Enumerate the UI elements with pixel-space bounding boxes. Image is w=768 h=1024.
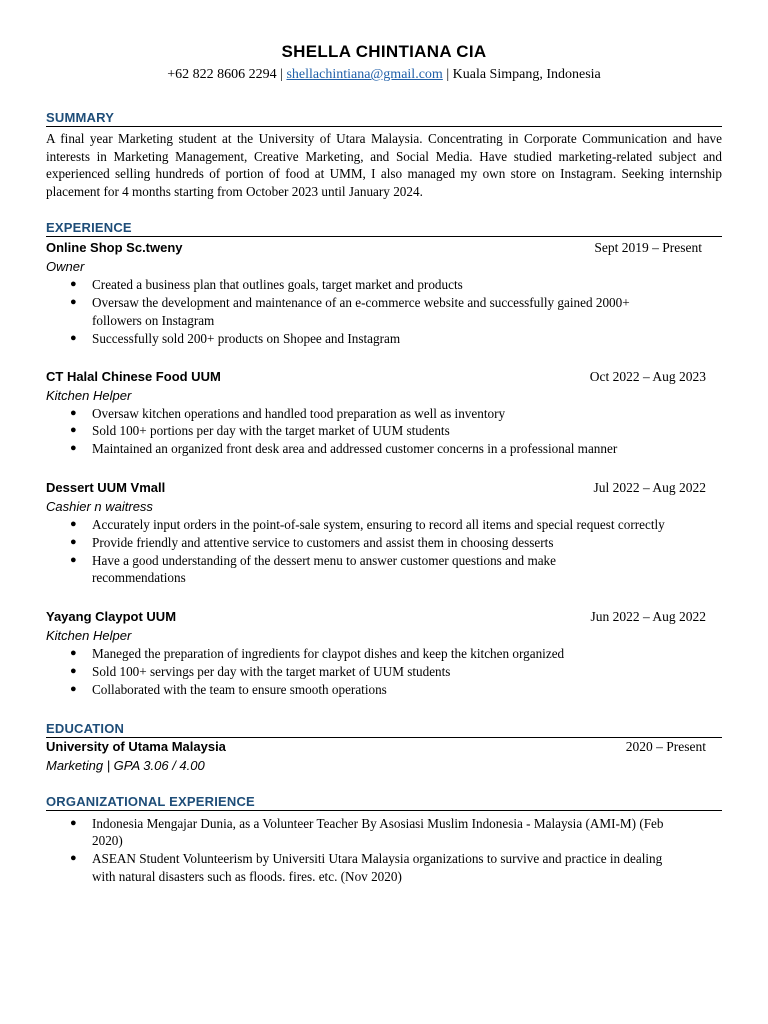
education-dates: 2020 – Present — [625, 738, 706, 754]
list-item: ● Provide friendly and attentive service to customers and assist them in choosing desserts — [70, 534, 554, 550]
job-bullets — [46, 516, 722, 587]
list-item: ● Oversaw the development and maintenance of an e-commerce website and successfully gained 2000+ followers on Instagram — [70, 295, 630, 328]
job-role: Cashier n waitress — [46, 498, 153, 514]
job-role: Kitchen Helper — [46, 387, 132, 403]
education-detail: Marketing | GPA 3.06 / 4.00 — [46, 757, 205, 773]
bullet-icon: ● — [70, 278, 77, 291]
job-company: Dessert UUM Vmall — [46, 479, 166, 495]
bullet-icon: ● — [70, 553, 77, 566]
location: Kuala Simpang, Indonesia — [452, 67, 601, 82]
job-bullets — [46, 645, 722, 698]
section-title-organizational: ORGANIZATIONAL EXPERIENCE — [46, 793, 255, 809]
contact-line — [46, 66, 722, 84]
list-item: ● Successfully sold 200+ products on Shopee and Instagram — [70, 330, 401, 346]
bullet-icon: ● — [70, 406, 77, 419]
list-item: ● ASEAN Student Volunteerism by Universiti Utara Malaysia organizations to survive and practice in dealing with natural disasters such as floods. fires. etc. (Nov 2020) — [70, 851, 663, 884]
bullet-icon: ● — [70, 442, 77, 455]
summary-header — [46, 110, 722, 127]
organizational-header — [46, 794, 722, 811]
resume-page — [46, 42, 722, 886]
education-entry — [46, 738, 722, 775]
job-company: CT Halal Chinese Food UUM — [46, 368, 221, 384]
list-item: ● Sold 100+ portions per day with the target market of UUM students — [70, 423, 450, 439]
experience-header — [46, 220, 722, 237]
job-role: Owner — [46, 259, 85, 275]
job-dates: Oct 2022 – Aug 2023 — [589, 368, 706, 384]
bullet-icon: ● — [70, 664, 77, 677]
list-item: ● Collaborated with the team to ensure smooth operations — [70, 681, 387, 697]
bullet-icon: ● — [70, 682, 77, 695]
job-dates: Jul 2022 – Aug 2022 — [593, 479, 706, 495]
job-company: Online Shop Sc.tweny — [46, 240, 183, 256]
list-item: ● Created a business plan that outlines goals, target market and products — [70, 277, 463, 293]
section-title-education: EDUCATION — [46, 720, 125, 736]
email-link[interactable]: shellachintiana@gmail.com — [286, 67, 443, 82]
school-name: University of Utama Malaysia — [46, 738, 226, 754]
job-bullets — [46, 276, 722, 347]
bullet-icon: ● — [70, 535, 77, 548]
bullet-icon: ● — [70, 517, 77, 530]
job-entry — [46, 368, 722, 458]
phone-number: +62 822 8606 2294 — [167, 67, 277, 82]
bullet-icon: ● — [70, 424, 77, 437]
bullet-icon: ● — [70, 296, 77, 309]
job-role: Kitchen Helper — [46, 628, 132, 644]
job-entry — [46, 608, 722, 698]
section-title-summary: SUMMARY — [46, 110, 115, 125]
job-company: Yayang Claypot UUM — [46, 609, 177, 625]
bullet-icon: ● — [70, 647, 77, 660]
list-item: ● Oversaw kitchen operations and handled tood preparation as well as inventory — [70, 405, 506, 421]
list-item: ● Maneged the preparation of ingredients for claypot dishes and keep the kitchen organized — [70, 646, 565, 662]
job-entry — [46, 479, 722, 587]
education-header — [46, 721, 722, 738]
separator: | — [280, 67, 283, 82]
section-title-experience: EXPERIENCE — [46, 220, 132, 236]
candidate-name: SHELLA CHINTIANA CIA — [281, 42, 487, 61]
bullet-icon: ● — [70, 331, 77, 344]
list-item: ● Indonesia Mengajar Dunia, as a Volunteer Teacher By Asosiasi Muslim Indonesia - Malaysia (AMI-M) (Feb 2020) — [70, 815, 664, 849]
organizational-list — [46, 815, 722, 886]
job-dates: Jun 2022 – Aug 2022 — [590, 609, 706, 625]
bullet-icon: ● — [70, 816, 77, 829]
job-bullets — [46, 405, 722, 458]
separator: | — [446, 67, 450, 82]
list-item: ● Have a good understanding of the dessert menu to answer customer questions and make recommendations — [70, 552, 557, 586]
job-dates: Sept 2019 – Present — [594, 240, 702, 256]
bullet-icon: ● — [70, 852, 77, 865]
list-item: ● Accurately input orders in the point-of-sale system, ensuring to record all items and special request correctly — [70, 516, 665, 532]
list-item: ● Maintained an organized front desk area and addressed customer concerns in a professional manner — [70, 441, 618, 457]
summary-paragraph: A final year Marketing student at the University of Utara Malaysia. Concentrating in Corporate Communication and have interests in Marketing Management, Creative Marketing, and Social Media. Have studied marketing-related subject and experienced selling hundreds of portion of food at UMM, I also managed my own store on Instagram. Seeking internship placement for 4 months starting from October 2023 until January 2024. — [46, 131, 722, 199]
job-entry — [46, 239, 722, 347]
list-item: ● Sold 100+ servings per day with the target market of UUM students — [70, 663, 451, 679]
